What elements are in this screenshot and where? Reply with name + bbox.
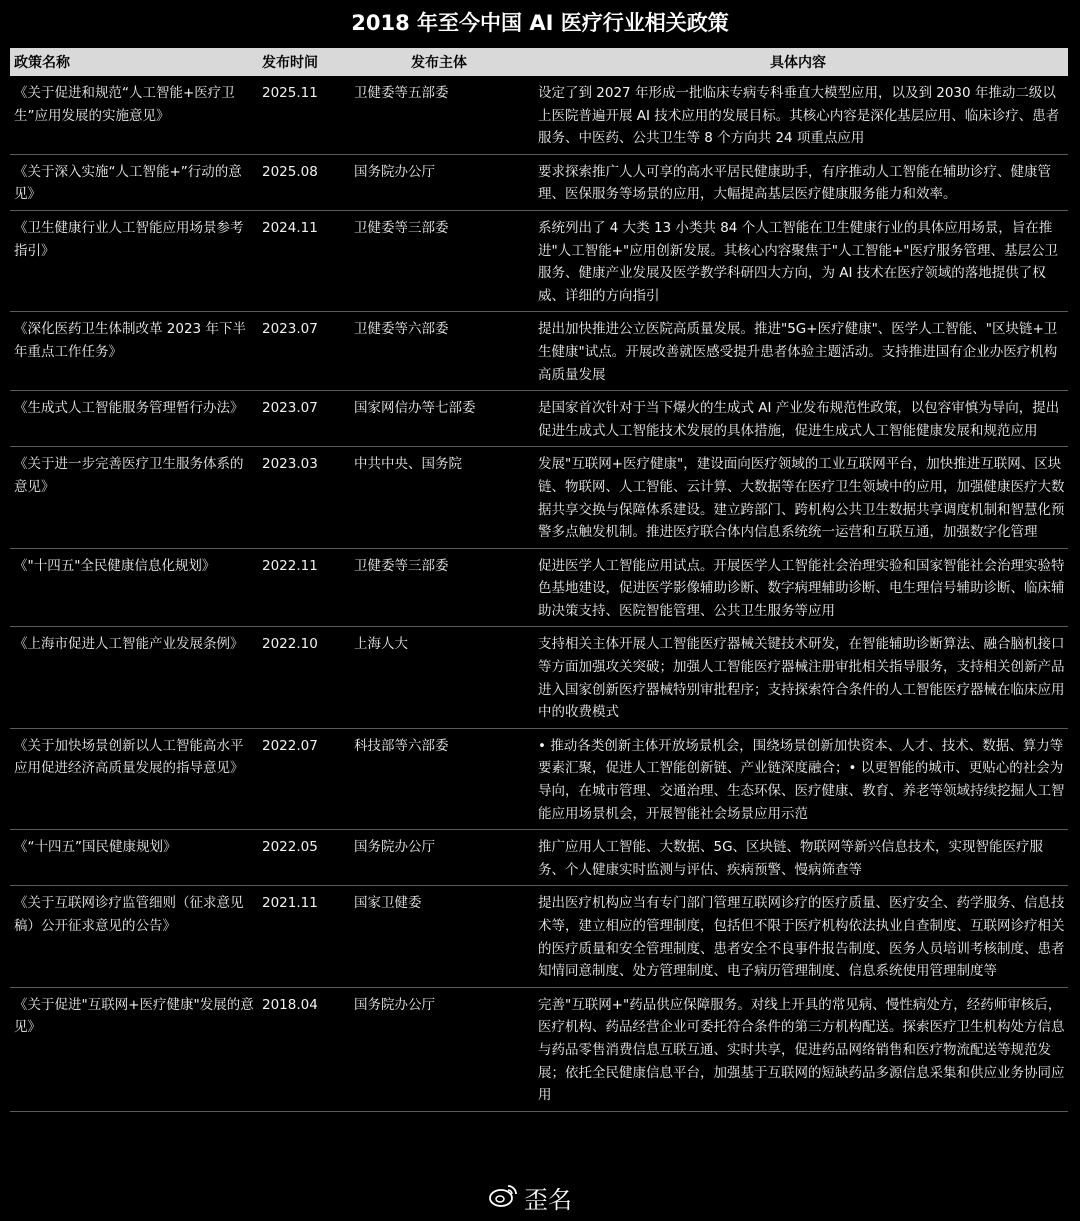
header-issuer: 发布主体 (350, 48, 528, 76)
policy-content: 提出加快推进公立医院高质量发展。推进"5G+医疗健康"、医学人工智能、"区块链+卫生健康"试点。开展改善就医感受提升患者体验主题活动。支持推进国有企业办医疗机构高质量发展 (528, 312, 1068, 391)
policy-issuer: 科技部等六部委 (350, 728, 528, 829)
policy-issuer: 中共中央、国务院 (350, 447, 528, 548)
policy-issuer: 国务院办公厅 (350, 830, 528, 886)
header-content: 具体内容 (528, 48, 1068, 76)
table-row (10, 312, 1068, 391)
policy-issuer: 国家卫健委 (350, 886, 528, 987)
policy-date: 2023.07 (258, 391, 350, 447)
table-row (10, 447, 1068, 548)
policy-content: 促进医学人工智能应用试点。开展医学人工智能社会治理实验和国家智能社会治理实验特色基地建设，促进医学影像辅助诊断、数字病理辅助诊断、电生理信号辅助诊断、临床辅助决策支持、医院智能管理、公共卫生服务等应用 (528, 548, 1068, 627)
policy-content: 要求探索推广人人可享的高水平居民健康助手，有序推动人工智能在辅助诊疗、健康管理、医保服务等场景的应用，大幅提高基层医疗健康服务能力和效率。 (528, 154, 1068, 210)
policy-name: 《关于促进"互联网+医疗健康"发展的意见》 (10, 987, 258, 1111)
policy-name: 《卫生健康行业人工智能应用场景参考指引》 (10, 210, 258, 311)
policy-date: 2022.11 (258, 548, 350, 627)
policy-issuer: 国务院办公厅 (350, 987, 528, 1111)
table-row (10, 154, 1068, 210)
policy-date: 2025.08 (258, 154, 350, 210)
policy-name: 《关于进一步完善医疗卫生服务体系的意见》 (10, 447, 258, 548)
policy-table (10, 48, 1068, 1112)
policy-content: 完善"互联网+"药品供应保障服务。对线上开具的常见病、慢性病处方，经药师审核后，医疗机构、药品经营企业可委托符合条件的第三方机构配送。探索医疗卫生机构处方信息与药品零售消费信息互联互通、实时共享，促进药品网络销售和医疗物流配送等规范发展；依托全民健康信息平台，加强基于互联网的短缺药品多源信息采集和供应业务协同应用 (528, 987, 1068, 1111)
policy-name: 《上海市促进人工智能产业发展条例》 (10, 627, 258, 728)
policy-name: 《“十四五”国民健康规划》 (10, 830, 258, 886)
policy-name: 《生成式人工智能服务管理暂行办法》 (10, 391, 258, 447)
table-row (10, 886, 1068, 987)
table-row (10, 987, 1068, 1111)
policy-issuer: 卫健委等三部委 (350, 548, 528, 627)
page-title: 2018 年至今中国 AI 医疗行业相关政策 (351, 11, 729, 35)
policy-date: 2024.11 (258, 210, 350, 311)
table-row (10, 76, 1068, 154)
table-header-row (10, 48, 1068, 76)
table-row (10, 391, 1068, 447)
policy-date: 2022.07 (258, 728, 350, 829)
policy-date: 2022.10 (258, 627, 350, 728)
policy-content: 支持相关主体开展人工智能医疗器械关键技术研发，在智能辅助诊断算法、融合脑机接口等方面加强攻关突破；加强人工智能医疗器械注册审批相关指导服务，支持相关创新产品进入国家创新医疗器械特别审批程序；支持探索符合条件的人工智能医疗器械在临床应用中的收费模式 (528, 627, 1068, 728)
policy-date: 2023.07 (258, 312, 350, 391)
header-policy-name: 政策名称 (10, 48, 258, 76)
policy-name: 《深化医药卫生体制改革 2023 年下半年重点工作任务》 (10, 312, 258, 391)
policy-name: 《关于互联网诊疗监管细则（征求意见稿）公开征求意见的公告》 (10, 886, 258, 987)
weibo-icon (488, 1182, 518, 1212)
table-row (10, 627, 1068, 728)
table-row (10, 210, 1068, 311)
table-row (10, 830, 1068, 886)
policy-date: 2021.11 (258, 886, 350, 987)
policy-issuer: 国务院办公厅 (350, 154, 528, 210)
policy-content: 提出医疗机构应当有专门部门管理互联网诊疗的医疗质量、医疗安全、药学服务、信息技术等，建立相应的管理制度，包括但不限于医疗机构依法执业自查制度、互联网诊疗相关的医疗质量和安全管理制度、患者安全不良事件报告制度、医务人员培训考核制度、患者知情同意制度、处方管理制度、电子病历管理制度、信息系统使用管理制度等 (528, 886, 1068, 987)
policy-content: 发展"互联网+医疗健康"，建设面向医疗领域的工业互联网平台，加快推进互联网、区块链、物联网、人工智能、云计算、大数据等在医疗卫生领域中的应用，加强健康医疗大数据共享交换与保障体系建设。建立跨部门、跨机构公共卫生数据共享调度机制和智慧化预警多点触发机制。推进医疗联合体内信息系统统一运营和互联互通，加强数字化管理 (528, 447, 1068, 548)
policy-date: 2025.11 (258, 76, 350, 154)
policy-name: 《"十四五"全民健康信息化规划》 (10, 548, 258, 627)
watermark (484, 1182, 576, 1212)
policy-issuer: 卫健委等三部委 (350, 210, 528, 311)
policy-issuer: 卫健委等六部委 (350, 312, 528, 391)
table-row (10, 548, 1068, 627)
policy-name: 《关于促进和规范“人工智能+医疗卫生”应用发展的实施意见》 (10, 76, 258, 154)
policy-content: 推广应用人工智能、大数据、5G、区块链、物联网等新兴信息技术，实现智能医疗服务、个人健康实时监测与评估、疾病预警、慢病筛查等 (528, 830, 1068, 886)
policy-date: 2023.03 (258, 447, 350, 548)
policy-date: 2022.05 (258, 830, 350, 886)
watermark-text: 歪名 (524, 1185, 572, 1214)
policy-issuer: 卫健委等五部委 (350, 76, 528, 154)
policy-content: 系统列出了 4 大类 13 小类共 84 个人工智能在卫生健康行业的具体应用场景，旨在推进"人工智能+"应用创新发展。其核心内容聚焦于"人工智能+"医疗服务管理、基层公卫服务、健康产业发展及医学教学科研四大方向，为 AI 技术在医疗领域的落地提供了权威、详细的方向指引 (528, 210, 1068, 311)
table-row (10, 728, 1068, 829)
policy-content: 是国家首次针对于当下爆火的生成式 AI 产业发布规范性政策，以包容审慎为导向，提出促进生成式人工智能技术发展的具体措施，促进生成式人工智能健康发展和规范应用 (528, 391, 1068, 447)
policy-content: 设定了到 2027 年形成一批临床专病专科垂直大模型应用，以及到 2030 年推动二级以上医院普遍开展 AI 技术应用的发展目标。其核心内容是深化基层应用、临床诊疗、患者服务、中医药、公共卫生等 8 个方向共 24 项重点应用 (528, 76, 1068, 154)
policy-name: 《关于加快场景创新以人工智能高水平应用促进经济高质量发展的指导意见》 (10, 728, 258, 829)
policy-content: • 推动各类创新主体开放场景机会，围绕场景创新加快资本、人才、技术、数据、算力等要素汇聚，促进人工智能创新链、产业链深度融合；• 以更智能的城市、更贴心的社会为导向，在城市管理、交通治理、生态环保、医疗健康、教育、养老等领域持续挖掘人工智能应用场景机会，开展智能社会场景应用示范 (528, 728, 1068, 829)
policy-issuer: 国家网信办等七部委 (350, 391, 528, 447)
policy-issuer: 上海人大 (350, 627, 528, 728)
policy-date: 2018.04 (258, 987, 350, 1111)
table-body (10, 76, 1068, 1111)
policy-name: 《关于深入实施“人工智能+”行动的意见》 (10, 154, 258, 210)
header-date: 发布时间 (258, 48, 350, 76)
